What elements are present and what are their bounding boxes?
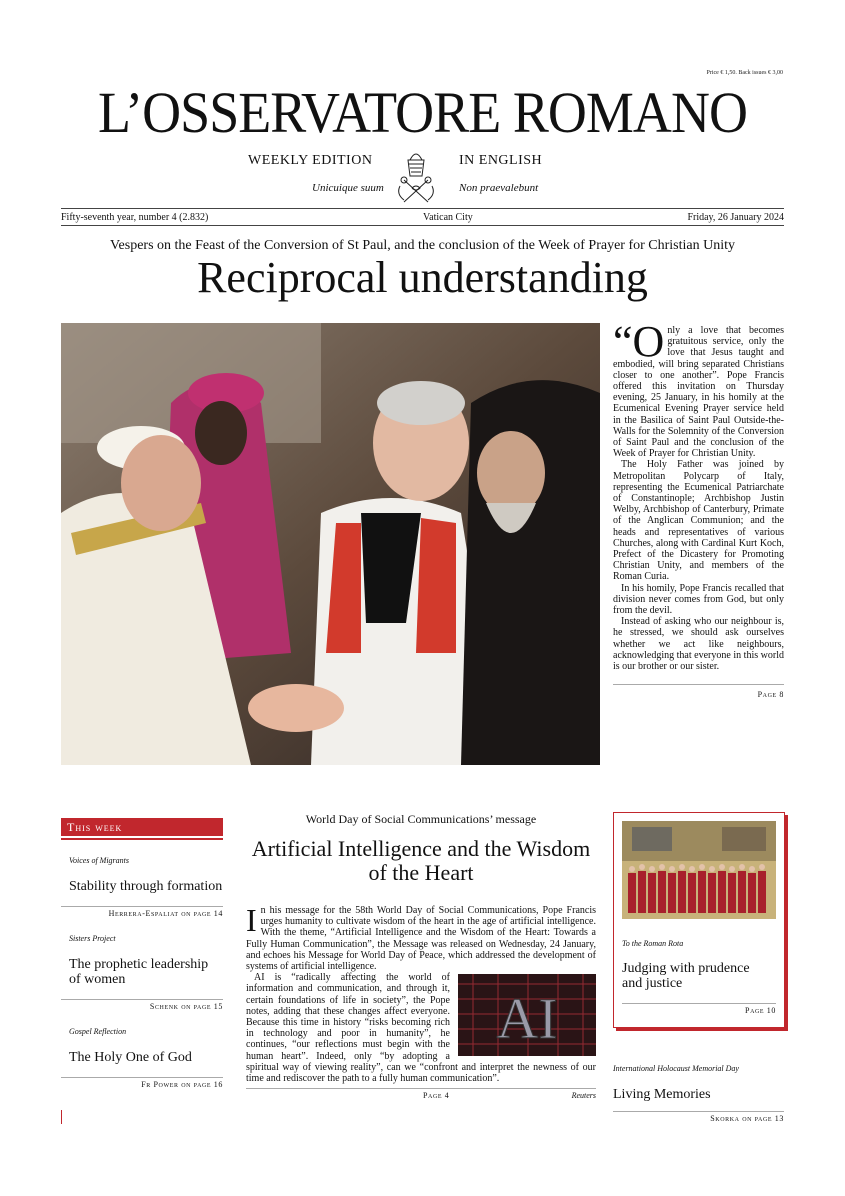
this-week-title[interactable]: The Holy One of God — [69, 1050, 192, 1065]
issue-date: Friday, 26 January 2024 — [687, 212, 784, 223]
this-week-ref[interactable]: Herrera-Espaliat on page 14 — [61, 906, 223, 918]
this-week-category: Sisters Project — [69, 934, 116, 943]
motto-right: Non praevalebunt — [459, 182, 539, 194]
this-week-item[interactable] — [61, 1027, 223, 1089]
dateline — [61, 212, 784, 223]
ai-headline: Artificial Intelligence and the Wisdom of the Heart — [251, 836, 591, 885]
dateline-bottom-rule — [61, 225, 784, 226]
rota-box[interactable] — [613, 812, 785, 1028]
motto-left: Unicuique suum — [312, 182, 384, 194]
ai-paragraph-1: n his message for the 58th World Day of Social Communications, Pope Francis urges humanity to cultivate wisdom of the heart in the age of artificial intelligence. With the theme, “Artificial Intelligence and the Wisdom of the Heart: Towards a Fully Human Communication”, the Message was released on Wednesday, 24 January, and echoes his Message for World Day of Peace, which addressed the development of systems of artificial intelligence. — [246, 905, 596, 973]
lead-photo — [61, 323, 600, 765]
this-week-category: Voices of Migrants — [69, 856, 129, 865]
newspaper-title: L’OSSERVATORE ROMANO — [98, 80, 747, 145]
lead-page-link[interactable]: Page 8 — [757, 690, 784, 700]
lead-kicker: Vespers on the Feast of the Conversion of St Paul, and the conclusion of the Week of Prayer for Christian Unity — [110, 238, 735, 253]
lead-paragraph-2: The Holy Father was joined by Metropolitan Polycarp of Italy, representing the Ecumenical Patriarchate of Constantinople; Archbishop Justin Welby, Archbishop of Canterbury, Primate of the Anglican Communion; and the heads and representatives of various Churches, along with Cardinal Kurt Koch, Prefect of the Dicastery for Promoting Christian Unity, and members of the Roman Curia. — [613, 459, 784, 583]
issue-number: Fifty-seventh year, number 4 (2.832) — [61, 212, 209, 223]
ai-kicker: World Day of Social Communications’ message — [305, 812, 537, 826]
this-week-item[interactable] — [61, 934, 223, 1011]
holocaust-title[interactable]: Living Memories — [613, 1087, 711, 1102]
rota-photo — [622, 821, 776, 919]
lead-article — [613, 317, 784, 701]
this-week-item[interactable] — [61, 856, 223, 918]
rota-title[interactable]: Judging with prudence and justice — [622, 961, 750, 991]
lead-paragraph-4: Instead of asking who our neighbour is, he stressed, we should ask ourselves whether we act like neighbours, acknowledging that everyone in this world is our brother or our sister. — [613, 616, 784, 673]
this-week-title[interactable]: Stability through formation — [69, 879, 223, 894]
this-week-ref[interactable]: Schenk on page 15 — [61, 999, 223, 1011]
lead-headline: Reciprocal understanding — [197, 253, 648, 302]
this-week-ref[interactable]: Fr Power on page 16 — [61, 1077, 223, 1089]
ai-body — [246, 902, 596, 1085]
ai-paragraph-2: AI is “radically affecting the world of information and communication, and through it, certain foundations of life in society”, the Pope notes, adding that these changes affect everyone. Because this time in history “risks becoming rich in technology and poor in humanity”, he continues, “our reflections must begin with the human heart”. Indeed, only “by adopting a spiritual way of viewing reality”, can we “confront and interpret the newness of our time and rediscover the path to a fully human communication”. — [246, 972, 596, 1085]
lead-paragraph-1: nly a love that becomes gratuitous service, only the love that Jesus taught and embodied, will bring separated Christians closer to one another”. Pope Francis offered this invitation on Thursday evening, 25 January, in his homily at the Ecumenical Evening Prayer service held in the Basilica of Saint Paul Outside-the-Walls for the Solemnity of the Conversion of Saint Paul and the conclusion of the Week of Prayer for Christian Unity. — [613, 325, 784, 460]
price-note: Price € 1,50. Back issues € 3,00 — [706, 70, 783, 76]
this-week-header: This week — [61, 818, 223, 836]
holocaust-ref[interactable]: Skorka on page 13 — [613, 1111, 784, 1123]
this-week-category: Gospel Reflection — [69, 1027, 127, 1036]
holocaust-category: International Holocaust Memorial Day — [613, 1064, 739, 1073]
holocaust-teaser[interactable] — [613, 1064, 784, 1123]
language-label: IN ENGLISH — [459, 153, 543, 168]
this-week-title[interactable]: The prophetic leadership of women — [69, 957, 209, 987]
ai-image — [458, 974, 596, 1056]
rota-category: To the Roman Rota — [622, 939, 684, 948]
ai-article — [246, 812, 596, 1100]
lead-paragraph-3: In his homily, Pope Francis recalled that division never comes from God, but only from the devil. — [613, 582, 784, 617]
place: Vatican City — [423, 212, 473, 223]
dateline-top-rule — [61, 208, 784, 209]
rota-page-link[interactable]: Page 10 — [622, 1003, 776, 1015]
this-week-sidebar — [61, 818, 223, 1089]
ai-photo-credit: Reuters — [571, 1091, 596, 1101]
ai-footer — [246, 1088, 596, 1100]
papal-crest-icon — [394, 146, 438, 206]
ai-image-letters: AI — [496, 986, 558, 1052]
sidebar-red-edge — [61, 1110, 62, 1124]
ai-dropcap: I — [246, 902, 257, 938]
edition-label: WEEKLY EDITION — [248, 153, 373, 168]
ai-page-link[interactable]: Page 4 — [423, 1091, 450, 1101]
lead-dropcap: “O — [613, 317, 665, 366]
